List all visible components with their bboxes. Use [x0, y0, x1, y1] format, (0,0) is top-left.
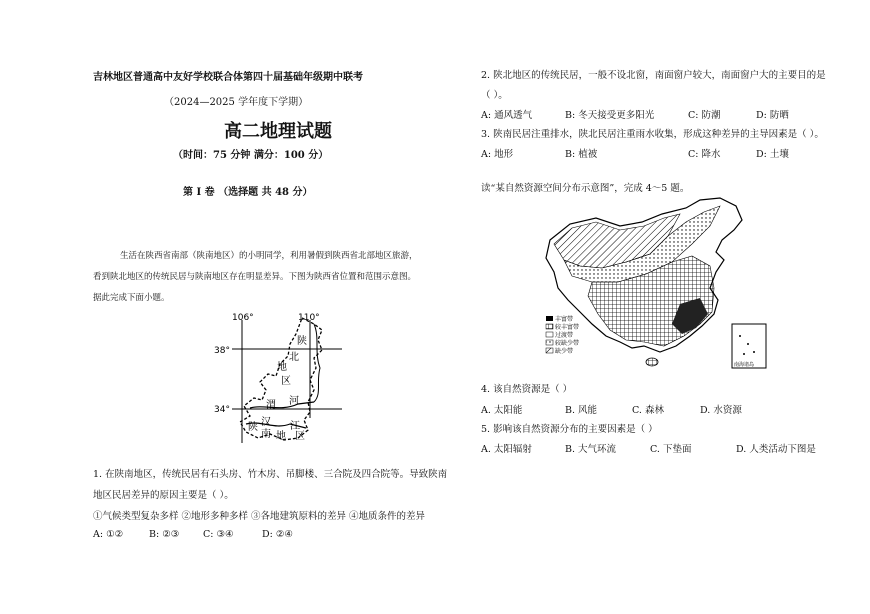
map-label: 南 [261, 429, 271, 440]
legend-label: 较丰富带 [555, 324, 580, 331]
map-label: 区 [281, 376, 291, 387]
map-label: 区 [295, 431, 305, 442]
map-label: 江 [290, 421, 300, 432]
map-label: 地 [276, 431, 286, 442]
map-label: 渭 [266, 400, 276, 411]
legend-label: 过渡带 [555, 332, 574, 339]
q1-option-a[interactable]: A: ①② [93, 529, 124, 540]
school-line: 吉林地区普通高中友好学校联合体第四十届基础年级期中联考 [93, 72, 363, 83]
q1-option-c[interactable]: C: ③④ [203, 529, 234, 540]
resource-map [540, 196, 780, 374]
map-label: 北 [289, 352, 299, 363]
legend-swatch [546, 340, 553, 345]
q2-option-c[interactable]: C: 防潮 [688, 110, 721, 121]
q3-stem: 3. 陕南民居注重排水，陕北民居注重雨水收集，形成这种差异的主导因素是（ ）。 [481, 129, 824, 140]
q1-stem-2: 地区民居差异的原因主要是（ ）。 [93, 490, 234, 501]
q2-stem-1: 2. 陕北地区的传统民居，一般不设北窗，南面窗户较大，南面窗户大的主要目的是 [481, 70, 826, 81]
lat-label-34: 34° [214, 405, 230, 415]
q1-option-b[interactable]: B: ②③ [149, 529, 180, 540]
inset-label: 南海诸岛 [734, 362, 755, 368]
intro-line-2: 看到陕北地区的传统民居与陕南地区存在明显差异。下图为陕西省位置和范围示意图。 [93, 272, 417, 282]
q3-option-c[interactable]: C: 降水 [688, 149, 721, 160]
lon-label-106: 106° [232, 313, 254, 323]
legend-label: 较缺少带 [555, 340, 580, 347]
q3-option-b[interactable]: B: 植被 [565, 149, 598, 160]
q4-option-a[interactable]: A. 太阳能 [481, 405, 523, 416]
legend-swatch [546, 316, 553, 321]
lon-label-110: 110° [298, 313, 320, 323]
q5-option-c[interactable]: C. 下垫面 [650, 444, 692, 455]
q2-option-b[interactable]: B: 冬天接受更多阳光 [565, 110, 655, 121]
q1-option-d[interactable]: D: ②④ [262, 529, 293, 540]
shaanxi-map [210, 308, 350, 448]
q4-option-d[interactable]: D. 水资源 [700, 405, 742, 416]
q4-stem: 4. 该自然资源是（ ） [481, 384, 573, 395]
lat-label-38: 38° [214, 346, 230, 356]
map-label: 河 [289, 396, 299, 407]
wei-river [250, 402, 314, 408]
term-line: （2024—2025 学年度下学期） [164, 97, 309, 108]
intro-line-1: 生活在陕西省南部（陕南地区）的小明同学，利用暑假到陕西省北部地区旅游， [120, 251, 418, 261]
map-label: 陕 [297, 336, 307, 347]
q4-option-c[interactable]: C. 森林 [632, 405, 664, 416]
hainan-island [646, 358, 658, 366]
page-title: 高二地理试题 [224, 121, 332, 142]
q5-stem: 5. 影响该自然资源分布的主要因素是（ ） [481, 424, 658, 435]
q4-option-b[interactable]: B. 风能 [565, 405, 598, 416]
legend-label: 缺少带 [555, 348, 574, 355]
legend-label: 丰富带 [555, 316, 574, 323]
q2-stem-2: （ ）。 [481, 90, 508, 101]
legend-swatch [546, 348, 553, 353]
map-label: 陕 [248, 422, 258, 433]
map-label: 汉 [261, 417, 271, 428]
legend-swatch [546, 332, 553, 337]
q3-option-d[interactable]: D: 土壤 [756, 149, 789, 160]
exam-meta: （时间：75 分钟 满分：100 分） [173, 150, 329, 161]
q1-items: ①气候类型复杂多样 ②地形多种多样 ③各地建筑原料的差异 ④地质条件的差异 [93, 511, 426, 522]
map-label: 地 [277, 362, 287, 373]
q5-option-a[interactable]: A. 太阳辐射 [481, 444, 532, 455]
intro-line-3: 据此完成下面小题。 [93, 293, 170, 303]
q2-option-a[interactable]: A: 通风透气 [481, 110, 533, 121]
read-instruction: 读“某自然资源空间分布示意图”，完成 4～5 题。 [481, 183, 690, 194]
q3-option-a[interactable]: A: 地形 [481, 149, 514, 160]
q5-option-d[interactable]: D. 人类活动下图是 [736, 444, 816, 455]
q1-stem-1: 1. 在陕南地区，传统民居有石头房、竹木房、吊脚楼、三合院及四合院等。导致陕南 [93, 469, 448, 480]
q2-option-d[interactable]: D: 防晒 [756, 110, 789, 121]
section-title: 第 I 卷 （选择题 共 48 分） [183, 187, 313, 198]
legend-swatch [546, 324, 553, 329]
q5-option-b[interactable]: B. 大气环流 [565, 444, 617, 455]
